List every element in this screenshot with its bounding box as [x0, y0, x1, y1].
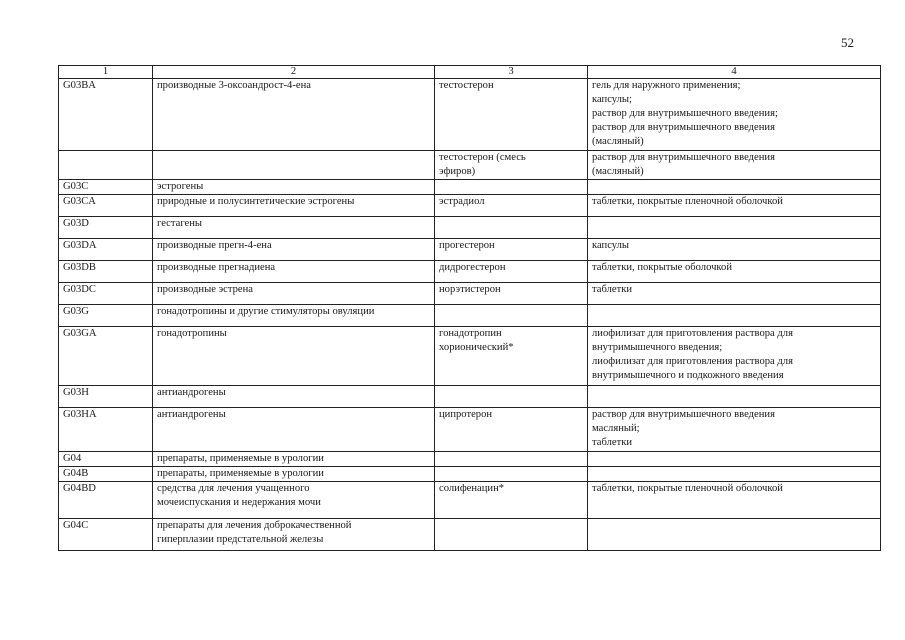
cell-line: раствор для внутримышечного введения; [592, 108, 778, 119]
cell-line: ципротерон [439, 409, 493, 420]
cell-line: капсулы [592, 240, 630, 251]
group-name-cell [153, 452, 435, 467]
cell-line: таблетки, покрытые оболочкой [592, 262, 732, 273]
dosage-form-cell [588, 79, 881, 151]
group-name-cell [153, 386, 435, 408]
table-row [59, 217, 881, 239]
cell-line: гонадотропины [157, 328, 227, 339]
group-name-cell [153, 283, 435, 305]
cell-line: производные прегн-4-ена [157, 240, 272, 251]
dosage-form-cell [588, 408, 881, 452]
cell-line: гонадотропины и другие стимуляторы овуляции [157, 306, 375, 317]
dosage-form-cell [588, 283, 881, 305]
dosage-form-cell [588, 386, 881, 408]
dosage-form-cell [588, 519, 881, 551]
group-name-cell [153, 195, 435, 217]
table-row [59, 180, 881, 195]
cell-line: препараты, применяемые в урологии [157, 453, 324, 464]
header-cell-3: 3 [435, 66, 588, 79]
dosage-form-cell [588, 482, 881, 519]
atc-code-cell: G03G [59, 305, 153, 327]
drug-name-cell [435, 79, 588, 151]
header-row [59, 66, 881, 79]
dosage-form-cell [588, 195, 881, 217]
group-name-cell [153, 327, 435, 386]
table-row [59, 467, 881, 482]
dosage-form-cell [588, 217, 881, 239]
drug-name-cell [435, 482, 588, 519]
atc-code-cell: G03CA [59, 195, 153, 217]
table-row [59, 283, 881, 305]
cell-line: тестостерон (смесь [439, 152, 526, 163]
dosage-form-cell [588, 180, 881, 195]
cell-line: антиандрогены [157, 387, 226, 398]
header-cell-2: 2 [153, 66, 435, 79]
table-body [59, 66, 881, 551]
cell-line: дидрогестерон [439, 262, 506, 273]
cell-line: природные и полусинтетические эстрогены [157, 196, 355, 207]
cell-line: капсулы; [592, 94, 632, 105]
dosage-form-cell [588, 261, 881, 283]
cell-line: прогестерон [439, 240, 495, 251]
group-name-cell [153, 239, 435, 261]
cell-line: таблетки, покрытые пленочной оболочкой [592, 483, 783, 494]
table-row [59, 482, 881, 519]
cell-line: внутримышечного введения; [592, 342, 723, 353]
cell-line: производные прегнадиена [157, 262, 276, 273]
drug-name-cell [435, 386, 588, 408]
cell-line: раствор для внутримышечного введения [592, 152, 775, 163]
atc-code-cell: G03HA [59, 408, 153, 452]
group-name-cell [153, 217, 435, 239]
group-name-cell [153, 519, 435, 551]
cell-line: мочеиспускания и недержания мочи [157, 497, 321, 508]
table-row [59, 386, 881, 408]
cell-line: гонадотропин [439, 328, 502, 339]
atc-code-cell: G03DC [59, 283, 153, 305]
drug-name-cell [435, 305, 588, 327]
atc-code-cell: G04 [59, 452, 153, 467]
drug-name-cell [435, 283, 588, 305]
drug-name-cell [435, 519, 588, 551]
cell-line: солифенацин* [439, 483, 505, 494]
cell-line: внутримышечного и подкожного введения [592, 370, 784, 381]
header-cell-4: 4 [588, 66, 881, 79]
drug-name-cell [435, 239, 588, 261]
cell-line: таблетки, покрытые пленочной оболочкой [592, 196, 783, 207]
table-row [59, 519, 881, 551]
table-row [59, 239, 881, 261]
drug-name-cell [435, 217, 588, 239]
atc-code-cell: G03DB [59, 261, 153, 283]
drug-name-cell [435, 195, 588, 217]
dosage-form-cell [588, 239, 881, 261]
cell-line: средства для лечения учащенного [157, 483, 310, 494]
table-row [59, 327, 881, 386]
dosage-form-cell [588, 467, 881, 482]
cell-line: препараты для лечения доброкачественной [157, 520, 352, 531]
group-name-cell [153, 408, 435, 452]
atc-code-cell: G03DA [59, 239, 153, 261]
atc-code-cell: G04BD [59, 482, 153, 519]
group-name-cell [153, 180, 435, 195]
cell-line: (масляный) [592, 136, 644, 147]
table-row [59, 452, 881, 467]
atc-code-cell: G03BA [59, 79, 153, 151]
cell-line: производные 3-оксоандрост-4-ена [157, 80, 311, 91]
cell-line: производные эстрена [157, 284, 253, 295]
dosage-form-cell [588, 327, 881, 386]
atc-code-cell [59, 151, 153, 180]
header-cell-1: 1 [59, 66, 153, 79]
table-row [59, 305, 881, 327]
group-name-cell [153, 79, 435, 151]
atc-code-cell: G03GA [59, 327, 153, 386]
drug-name-cell [435, 180, 588, 195]
cell-line: тестостерон [439, 80, 494, 91]
group-name-cell [153, 305, 435, 327]
drug-name-cell [435, 452, 588, 467]
page-number: 52 [841, 35, 854, 50]
cell-line: препараты, применяемые в урологии [157, 468, 324, 479]
atc-code-cell: G03C [59, 180, 153, 195]
atc-code-cell: G03H [59, 386, 153, 408]
atc-code-cell: G04C [59, 519, 153, 551]
dosage-form-cell [588, 452, 881, 467]
group-name-cell [153, 151, 435, 180]
drug-name-cell [435, 467, 588, 482]
cell-line: эстрадиол [439, 196, 485, 207]
drug-name-cell [435, 327, 588, 386]
drug-name-cell [435, 261, 588, 283]
cell-line: норэтистерон [439, 284, 501, 295]
cell-line: лиофилизат для приготовления раствора для [592, 328, 793, 339]
cell-line: раствор для внутримышечного введения [592, 409, 775, 420]
table-row [59, 195, 881, 217]
cell-line: масляный; [592, 423, 640, 434]
cell-line: лиофилизат для приготовления раствора для [592, 356, 793, 367]
cell-line: антиандрогены [157, 409, 226, 420]
group-name-cell [153, 467, 435, 482]
group-name-cell [153, 261, 435, 283]
table-row [59, 408, 881, 452]
dosage-form-cell [588, 305, 881, 327]
group-name-cell [153, 482, 435, 519]
table-row [59, 79, 881, 151]
cell-line: гестагены [157, 218, 203, 229]
cell-line: (масляный) [592, 166, 644, 177]
table-row [59, 261, 881, 283]
cell-line: эфиров) [439, 166, 476, 177]
atc-code-cell: G04B [59, 467, 153, 482]
cell-line: эстрогены [157, 181, 204, 192]
dosage-form-cell [588, 151, 881, 180]
drug-name-cell [435, 408, 588, 452]
cell-line: гель для наружного применения; [592, 80, 741, 91]
cell-line: раствор для внутримышечного введения [592, 122, 775, 133]
drug-table [58, 65, 881, 551]
cell-line: гиперплазии предстательной железы [157, 534, 324, 545]
cell-line: таблетки [592, 284, 633, 295]
atc-code-cell: G03D [59, 217, 153, 239]
drug-name-cell [435, 151, 588, 180]
table-row [59, 151, 881, 180]
cell-line: таблетки [592, 437, 633, 448]
cell-line: хорионический* [439, 342, 514, 353]
